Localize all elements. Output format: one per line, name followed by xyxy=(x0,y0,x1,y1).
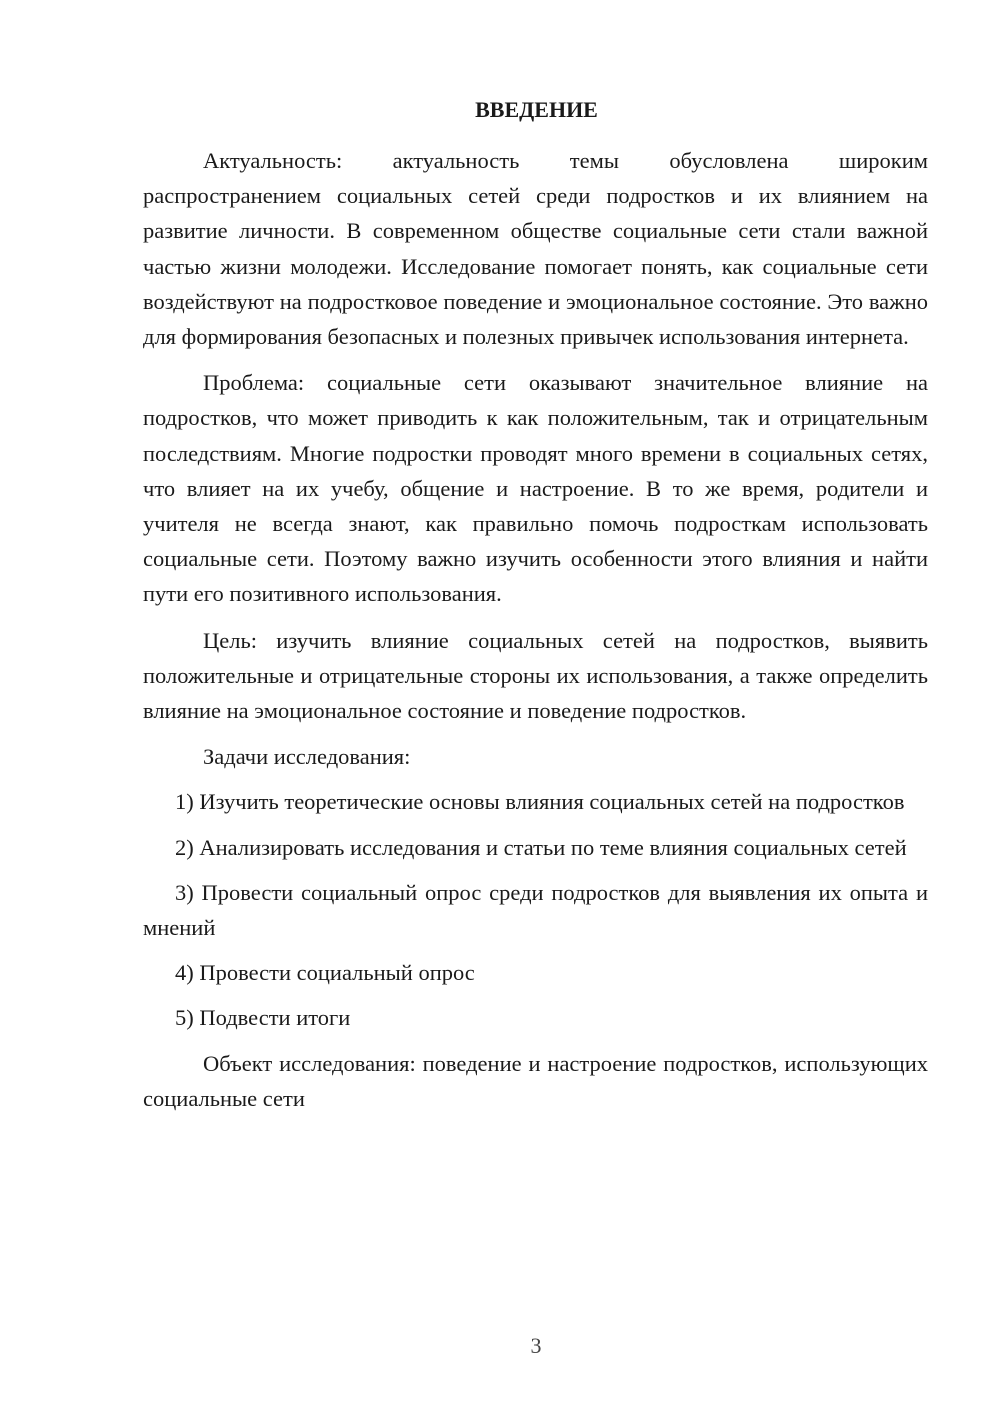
task-item-5: 5) Подвести итоги xyxy=(175,1005,351,1031)
task-item-2: 2) Анализировать исследования и статьи по теме влияния социальных сетей xyxy=(175,834,907,860)
paragraph-goal: Цель: изучить влияние социальных сетей на подростков, выявить положительные и отрицательные стороны их использования, а также определить влияние на эмоциональное состояние и поведение подростков. xyxy=(143,627,928,724)
paragraph-problem: Проблема: социальные сети оказывают значительное влияние на подростков, что может приводить к как положительным, так и отрицательным последствиям. Многие подростки проводят много времени в социальных сетях, что влияет на их учебу, общение и настроение. В то же время, родители и учителя не всегда знают, как правильно помочь подросткам использовать социальные сети. Поэтому важно изучить особенности этого влияния и найти пути его позитивного использования. xyxy=(143,370,928,607)
task-item-1: 1) Изучить теоретические основы влияния социальных сетей на подростков xyxy=(175,789,905,815)
task-item-4: 4) Провести социальный опрос xyxy=(175,960,475,986)
page-number: 3 xyxy=(530,1333,542,1358)
page-content xyxy=(143,95,928,1116)
paragraph-relevance: Актуальность: актуальность темы обусловлена широким распространением социальных сетей среди подростков и их влиянием на развитие личности. В современном обществе социальные сети стали важной частью жизни молодежи. Исследование помогает понять, как социальные сети воздействуют на подростковое поведение и эмоциональное состояние. Это важно для формирования безопасных и полезных привычек использования интернета. xyxy=(143,148,928,350)
task-item-3: 3) Провести социальный опрос среди подростков для выявления их опыта и мнений xyxy=(143,879,928,941)
section-heading: ВВЕДЕНИЕ xyxy=(475,97,598,122)
paragraph-tasks-intro: Задачи исследования: xyxy=(203,744,411,770)
paragraph-object: Объект исследования: поведение и настроение подростков, использующих социальные сети xyxy=(143,1050,928,1111)
